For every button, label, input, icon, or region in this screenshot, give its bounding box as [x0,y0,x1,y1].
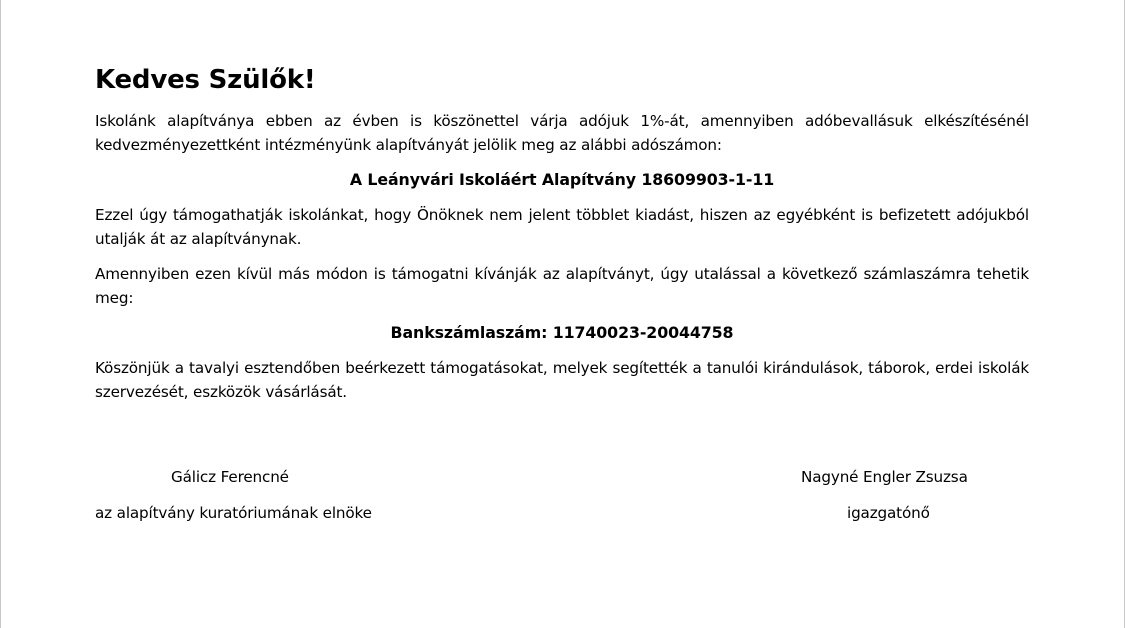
letter-body [95,62,1029,415]
foundation-tax-number: A Leányvári Iskoláért Alapítvány 18609903-1-11 [349,170,775,189]
signature-right-title: igazgatónő [847,504,930,522]
bank-account-number: Bankszámlaszám: 11740023-20044758 [390,323,734,342]
letter-heading: Kedves Szülők! [95,65,316,95]
paragraph-tax-request: Iskolánk alapítványa ebben az évben is köszönettel várja adójuk 1%-át, amennyiben adóbevallásuk elkészítésénél kedvezményezettként intézményünk alapítványát jelölik meg az alábbi adószámon: [95,112,1029,154]
signature-right-name: Nagyné Engler Zsuzsa [801,468,968,486]
paragraph-thanks: Köszönjük a tavalyi esztendőben beérkezett támogatásokat, melyek segítették a tanulói kirándulások, táborok, erdei iskolák szervezését, eszközök vásárlását. [95,359,1029,401]
paragraph-other-support: Amennyiben ezen kívül más módon is támogatni kívánják az alapítványt, úgy utalással a következő számlaszámra tehetik meg: [95,265,1029,307]
paragraph-no-extra-cost: Ezzel úgy támogathatják iskolánkat, hogy Önöknek nem jelent többlet kiadást, hiszen az egyébként is befizetett adójukból utalják át az alapítványnak. [95,206,1029,248]
signature-left-name: Gálicz Ferencné [171,468,289,486]
signature-left-title: az alapítvány kuratóriumának elnöke [95,504,372,522]
